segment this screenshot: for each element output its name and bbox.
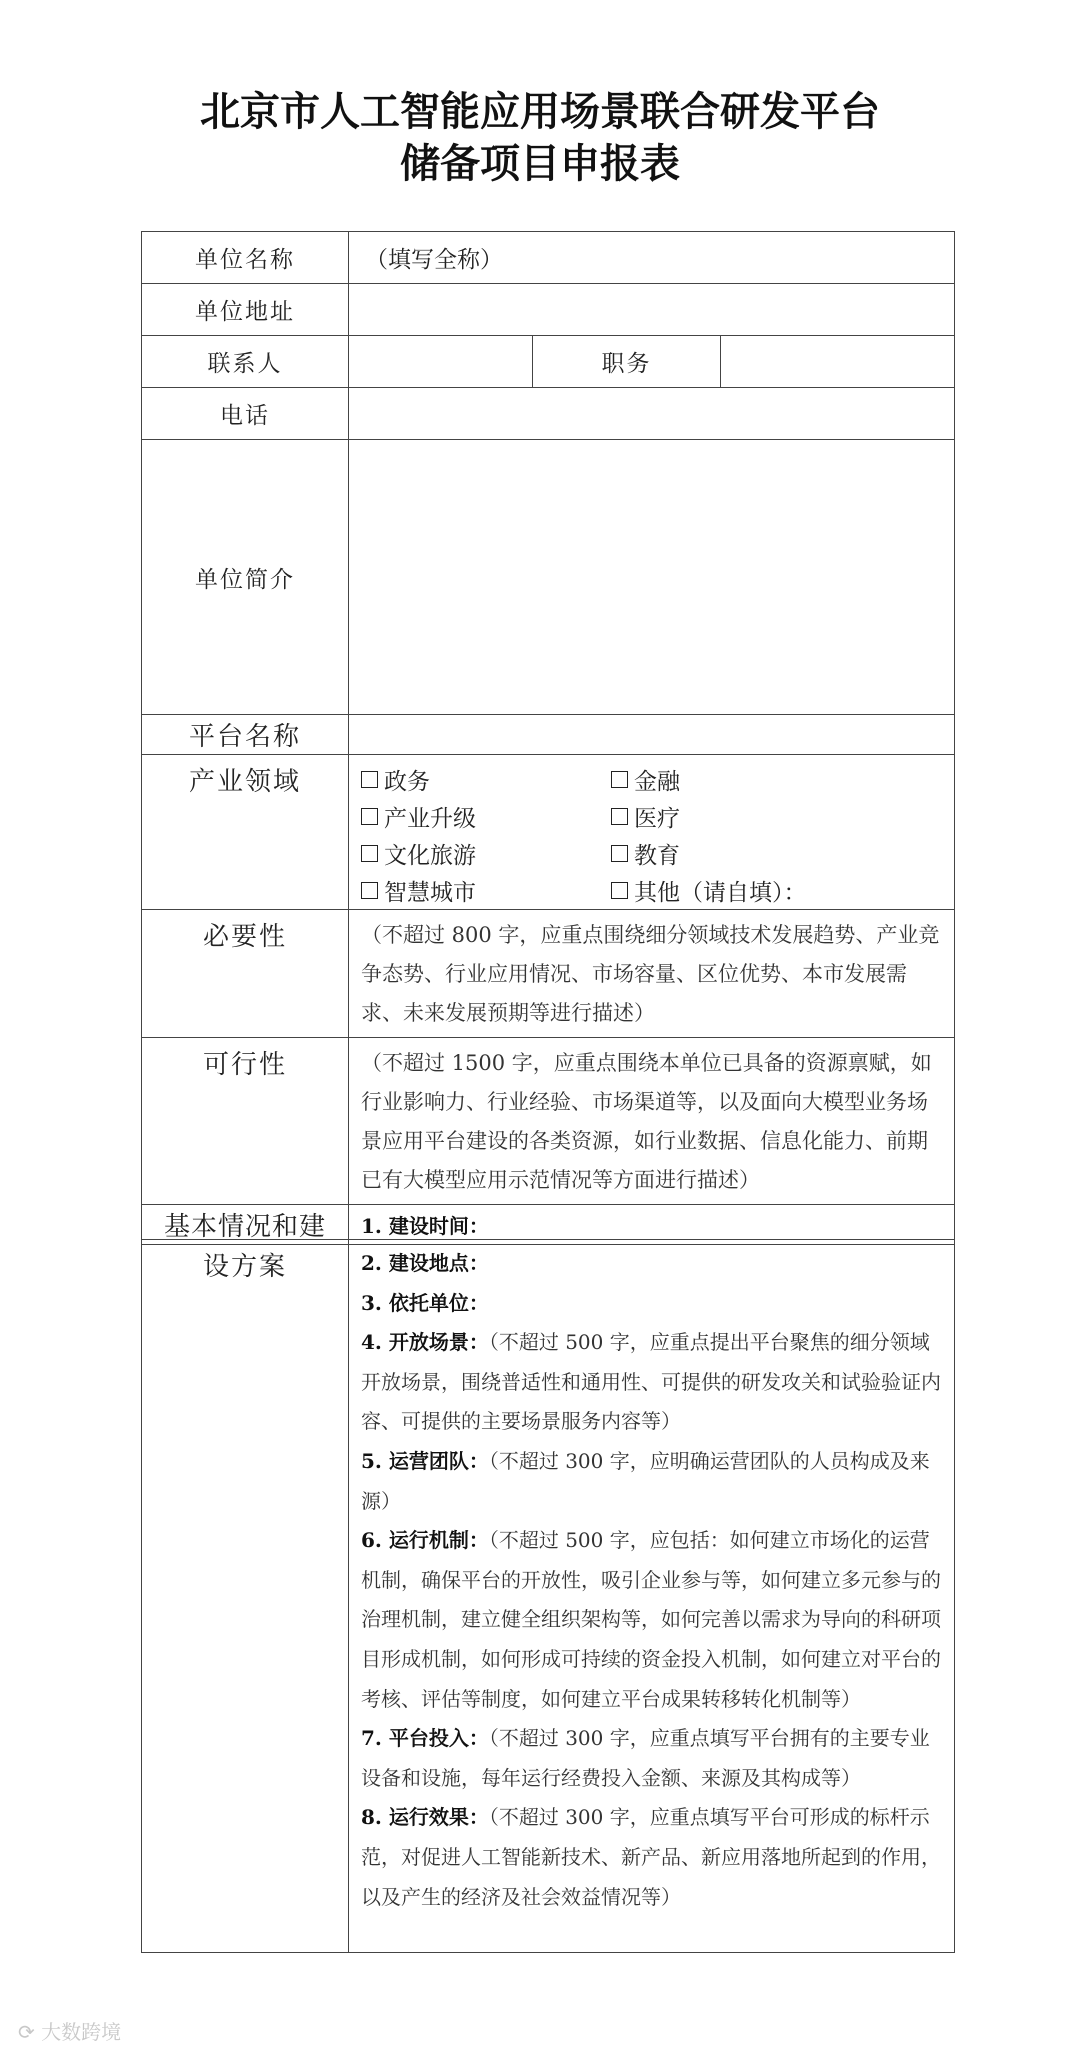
checkbox-icon[interactable] [611, 808, 628, 825]
watermark-logo [18, 2016, 121, 2045]
plan-item-heading: 3. 依托单位： [361, 1290, 489, 1315]
watermark-icon: ⟳ [18, 2020, 35, 2044]
plan-item[interactable] [361, 1442, 944, 1521]
industry-option[interactable] [361, 872, 611, 909]
contact-field[interactable] [349, 336, 533, 388]
row-unit-name [142, 232, 955, 284]
feasibility-text[interactable]: （不超过 1500 字，应重点围绕本单位已具备的资源禀赋，如行业影响力、行业经验、市场渠道等，以及面向大模型业务场景应用平台建设的各类资源，如行业数据、信息化能力、前期已有大模型应用示范情况等方面进行描述） [349, 1038, 955, 1205]
page-subtitle: 储备项目申报表 [400, 140, 680, 187]
industry-option-label: 产业升级 [384, 806, 476, 832]
plan-item[interactable] [361, 1719, 944, 1798]
checkbox-icon[interactable] [611, 882, 628, 899]
industry-option[interactable] [611, 761, 871, 798]
position-label: 职务 [533, 336, 721, 388]
checkbox-icon[interactable] [611, 771, 628, 788]
application-form-table [141, 231, 955, 1245]
plan-item[interactable] [361, 1244, 944, 1284]
checkbox-icon[interactable] [361, 771, 378, 788]
basic-label-part1: 基本情况和建 [142, 1205, 349, 1245]
checkbox-icon[interactable] [361, 808, 378, 825]
plan-item-text: （不超过 300 字，应重点填写平台拥有的主要专业设备和设施，每年运行经费投入金额、来源及其构成等） [361, 1726, 930, 1790]
plan-item[interactable] [361, 1521, 944, 1719]
plan-item[interactable] [361, 1284, 944, 1324]
plan-item-heading: 8. 运行效果： [361, 1805, 489, 1830]
row-platform-name [142, 715, 955, 755]
industry-option-label: 教育 [634, 843, 680, 869]
plan-item[interactable] [361, 1323, 944, 1442]
industry-option-label: 医疗 [634, 806, 680, 832]
intro-field[interactable] [349, 440, 955, 715]
item-build-time[interactable]: 1. 建设时间： [349, 1205, 955, 1245]
industry-option-label: 金融 [634, 769, 680, 795]
watermark-text: 大数跨境 [41, 2020, 122, 2044]
checkbox-icon[interactable] [361, 882, 378, 899]
row-intro [142, 440, 955, 715]
industry-option[interactable] [361, 835, 611, 872]
row-unit-address [142, 284, 955, 336]
phone-field[interactable] [349, 388, 955, 440]
contact-label: 联系人 [142, 336, 349, 388]
checkbox-icon[interactable] [611, 845, 628, 862]
row-contact [142, 336, 955, 388]
industry-option-label: 政务 [384, 769, 430, 795]
page-title: 北京市人工智能应用场景联合研发平台 [200, 88, 880, 135]
unit-address-label: 单位地址 [142, 284, 349, 336]
industry-option-label: 文化旅游 [384, 843, 476, 869]
phone-label: 电话 [142, 388, 349, 440]
plan-item-heading: 5. 运营团队： [361, 1448, 489, 1473]
row-feasibility [142, 1038, 955, 1205]
unit-address-field[interactable] [349, 284, 955, 336]
industry-option[interactable] [611, 872, 871, 909]
industry-option-label: 其他（请自填）： [634, 880, 807, 906]
plan-item-text: （不超过 300 字，应明确运营团队的人员构成及来源） [361, 1448, 930, 1513]
plan-item[interactable] [361, 1798, 944, 1917]
industry-option-label: 智慧城市 [384, 880, 476, 906]
plan-item-text: （不超过 300 字，应重点填写平台可形成的标杆示范，对促进人工智能新技术、新产品、新应用落地所起到的作用，以及产生的经济及社会效益情况等） [361, 1805, 941, 1909]
feasibility-label: 可行性 [142, 1038, 349, 1205]
intro-label: 单位简介 [142, 440, 349, 715]
row-phone [142, 388, 955, 440]
plan-item-heading: 4. 开放场景： [361, 1330, 489, 1355]
industry-options [349, 755, 955, 910]
platform-name-field[interactable] [349, 715, 955, 755]
industry-option[interactable] [361, 798, 611, 835]
position-field[interactable] [721, 336, 955, 388]
plan-continuation-table [141, 1239, 955, 1953]
row-necessity [142, 910, 955, 1038]
plan-item-text: （不超过 500 字，应包括：如何建立市场化的运营机制，确保平台的开放性，吸引企业参与等，如何建立多元参与的治理机制，建立健全组织架构等，如何完善以需求为导向的科研项目形成机制，如何形成可持续的资金投入机制，如何建立对平台的考核、评估等制度，如何建立平台成果转移转化机制等） [361, 1528, 941, 1711]
necessity-label: 必要性 [142, 910, 349, 1038]
plan-item-heading: 7. 平台投入： [361, 1726, 489, 1751]
basic-label-part2: 设方案 [142, 1240, 349, 1953]
plan-item-text: （不超过 500 字，应重点提出平台聚焦的细分领域开放场景，围绕普适性和通用性、可提供的研发攻关和试验验证内容、可提供的主要场景服务内容等） [361, 1330, 941, 1434]
plan-items[interactable] [349, 1240, 955, 1953]
platform-name-label: 平台名称 [142, 715, 349, 755]
unit-name-field[interactable]: （填写全称） [349, 232, 955, 284]
industry-option[interactable] [361, 761, 611, 798]
industry-label: 产业领域 [142, 755, 349, 910]
plan-item-heading: 6. 运行机制： [361, 1528, 489, 1553]
industry-option[interactable] [611, 798, 871, 835]
plan-item-heading: 2. 建设地点： [361, 1251, 489, 1275]
row-industry [142, 755, 955, 910]
industry-option[interactable] [611, 835, 871, 872]
unit-name-label: 单位名称 [142, 232, 349, 284]
checkbox-icon[interactable] [361, 845, 378, 862]
necessity-text[interactable]: （不超过 800 字，应重点围绕细分领域技术发展趋势、产业竞争态势、行业应用情况、市场容量、区位优势、本市发展需求、未来发展预期等进行描述） [349, 910, 955, 1038]
